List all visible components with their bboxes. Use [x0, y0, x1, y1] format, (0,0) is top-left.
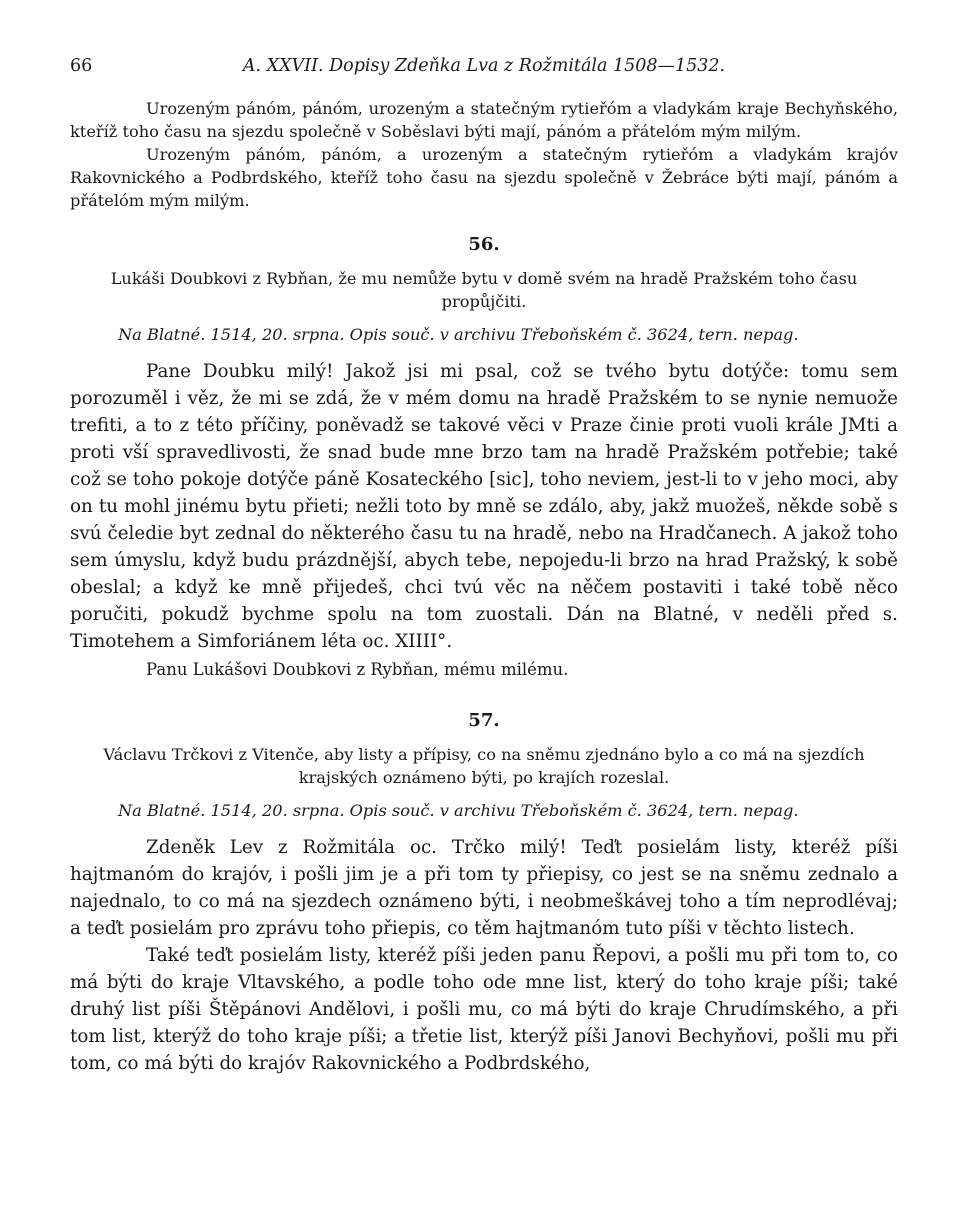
letter-57-paragraph-1: Zdeněk Lev z Rožmitála oc. Trčko milý! Teďt posielám listy, kteréž píši hajtmanóm do krajóv, i pošli jim je a při tom ty přiepisy, co jest se na sněmu zednalo a najednalo, to co má na sjezdech oznámeno býti, i neobmeškávej toho a tím neprodlévaj; a teďt posielám pro zprávu toho přiepis, co těm hajtmanóm tuto píši v těchto listech. — [70, 837, 898, 939]
letter-56-body: Pane Doubku milý! Jakož jsi mi psal, což se tvého bytu dotýče: tomu sem porozuměl i věz, že mi se zdá, že v mém domu na hradě Pražském to se nynie nemuože trefiti, a to z této příčiny, poněvadž se takové věci v Praze činie proti vuoli krále JMti a proti vší spravedlivosti, že snad bude mne brzo tam na hradě Pražském potřebie; také což se toho pokoje dotýče páně Kosateckého [sic], toho neviem, jest-li to v jeho moci, aby on tu mohl jinému bytu přieti; nežli toto by mně se zdálo, aby, jakž muožeš, někde sobě s svú čeledie byt zednal do některého času tu na hradě, nebo na Hradčanech. A jakož toho sem úmyslu, když budu prázdnější, abych tebe, nepojedu-li brzo na hrad Pražský, k sobě obeslal; a když ke mně přijedeš, chci tvú věc na něčem postaviti i také tobě něco poručiti, pokudž bychme spolu na tom zuostali. Dán na Blatné, v neděli před s. Timotehem a Simforiánem léta oc. XIIII°. — [70, 361, 898, 652]
letter-57-paragraph-2: Také teďt posielám listy, kteréž píši jeden panu Řepovi, a pošli mu při tom to, co má býti do kraje Vltavského, a podle toho ode mne list, který do toho kraje píši; také druhý list píši Štěpánovi Andělovi, i pošli mu, co má býti do kraje Chrudímského, a při tom list, kterýž do toho kraje píši; a třetie list, kterýž píši Janovi Bechyňovi, pošli mu při tom, co má býti do krajóv Rakovnického a Podbrdského, — [70, 945, 898, 1074]
running-title: A. XXVII. Dopisy Zdeňka Lva z Rožmitála 1508—1532. — [242, 56, 726, 76]
letter-56-summary: Lukáši Doubkovi z Rybňan, že mu nemůže bytu v domě svém na hradě Pražském toho času propůjčiti. — [110, 269, 858, 311]
address-paragraph-1: Urozeným pánóm, pánóm, urozeným a statečným rytieřóm a vladykám kraje Bechyňského, kteříž toho času na sjezdu společně v Soběslavi býti mají, pánóm a přátelóm mým milým. — [70, 99, 898, 141]
page-header — [70, 56, 898, 90]
page-number: 66 — [70, 56, 93, 76]
letter-57-source: Na Blatné. 1514, 20. srpna. Opis souč. v archivu Třeboňském č. 3624, tern. nepag. — [118, 801, 799, 820]
letter-56-signoff: Panu Lukášovi Doubkovi z Rybňan, mému milému. — [146, 660, 569, 679]
letter-number-56: 56. — [468, 234, 500, 255]
letter-number-57: 57. — [468, 710, 500, 731]
letter-56-source: Na Blatné. 1514, 20. srpna. Opis souč. v archivu Třeboňském č. 3624, tern. nepag. — [118, 325, 799, 344]
address-paragraph-2: Urozeným pánóm, pánóm, a urozeným a statečným rytieřóm a vladykám krajóv Rakovnického a Podbrdského, kteříž toho času na sjezdu společně v Žebráce býti mají, pánóm a přátelóm mým milým. — [70, 145, 898, 210]
letter-57-summary: Václavu Trčkovi z Vitenče, aby listy a přípisy, co na sněmu zjednáno bylo a co má na sjezdích krajských oznámeno býti, po krajích rozeslal. — [103, 745, 865, 787]
